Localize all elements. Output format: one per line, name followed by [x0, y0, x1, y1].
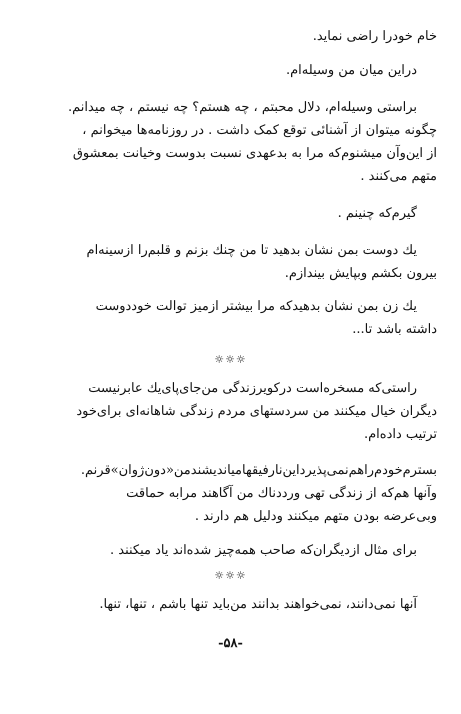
text-line-6: متهم می‌کنند .: [360, 169, 437, 184]
text-line-3: براستی وسیله‌ام، دلال محبتم ، چه هستم؟ چه نیستم ، چه میدانم.: [67, 100, 417, 115]
page-number: -۵۸-: [218, 636, 243, 651]
text-line-7: گیرم‌که چنینم .: [337, 206, 417, 221]
text-line-13: دیگران خیال میکنند من سردستهای مردم زندگی شاهانه‌ای برای‌خود: [76, 404, 437, 419]
text-line-2: دراین میان من وسیله‌ام.: [285, 63, 417, 78]
section-ornament-2: ☼☼☼: [214, 569, 247, 582]
text-line-8: یك دوست بمن نشان بدهید تا من چنك بزنم و قلبم‌را ازسینه‌ام: [86, 243, 417, 258]
text-line-11: داشته باشد تا...: [352, 322, 437, 337]
text-line-9: بیرون بکشم وبپایش بیندازم.: [284, 266, 437, 281]
text-line-15: بسترم‌خودم‌راهم‌نمی‌پذیرد‌این‌نارفیقها‌میاندیشندمن«دون‌ژوان»قرنم.: [80, 463, 437, 478]
text-line-18: برای مثال ازدیگران‌که صاحب همه‌چیز شده‌اند یاد میکنند .: [110, 543, 417, 558]
text-line-17: وبی‌عرضه بودن متهم میکنند ودلیل هم دارند .: [194, 509, 437, 524]
text-line-14: ترتیب داده‌ام.: [363, 427, 437, 442]
section-ornament-1: ☼☼☼: [214, 353, 247, 366]
text-line-10: یك زن بمن نشان بدهیدکه مرا بیشتر ازمیز توالت خوددوست: [95, 299, 417, 314]
text-line-5: از این‌وآن میشنوم‌که مرا به بدعهدی نسبت بدوست وخیانت بمعشوق: [72, 146, 437, 161]
text-line-16: وآنها هم‌که از زندگی تهی ورددناك من آگاهند مرابه حماقت: [126, 486, 437, 501]
text-line-12: راستی‌که مسخره‌است درکویرزندگی من‌جای‌پای‌یك عابرنیست: [88, 381, 417, 396]
text-line-4: چگونه میتوان از آشنائی توقع کمک داشت . در روزنامه‌ها میخوانم ،: [82, 123, 437, 138]
text-line-19: آنها نمی‌دانند، نمی‌خواهند بدانند من‌باید تنها باشم ، تنها، تنها.: [99, 597, 417, 612]
text-line-1: خام خودرا راضی نماید.: [312, 29, 437, 44]
